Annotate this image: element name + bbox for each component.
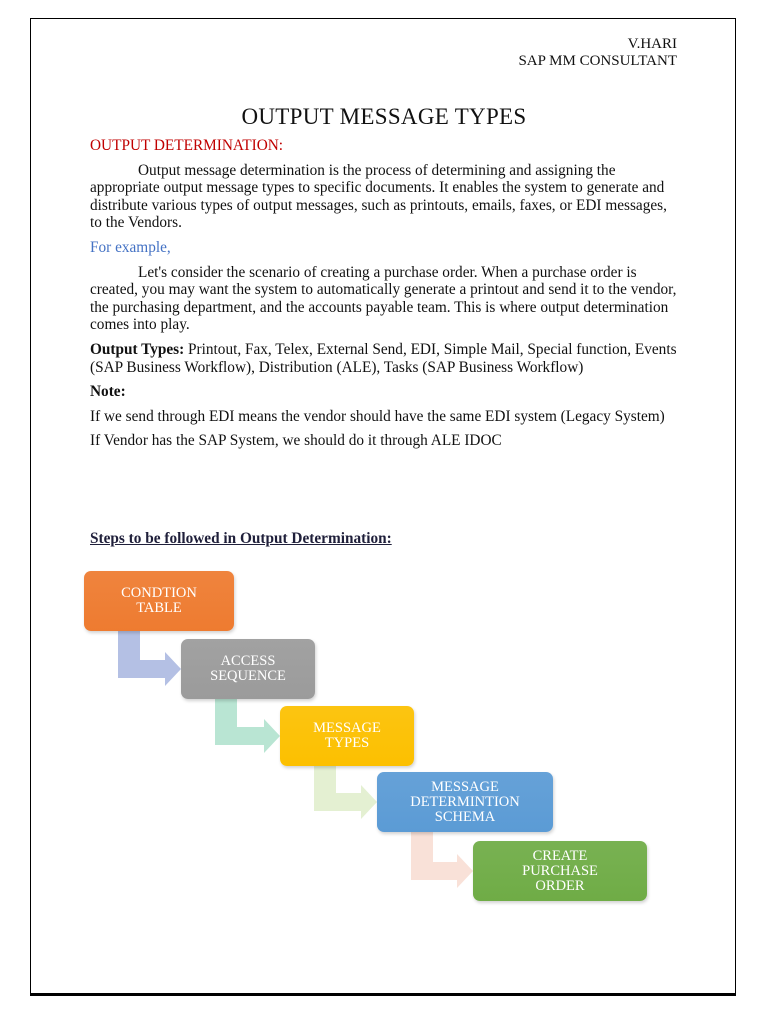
step-label-line: PURCHASE — [522, 862, 598, 879]
step-label-line: ACCESS — [220, 653, 276, 669]
step-message-determination-schema — [377, 772, 553, 832]
output-types-text: Printout, Fax, Telex, External Send, EDI, Simple Mail, Special function, Events (SAP Business Workflow), Distribution (ALE), Tasks (SAP Business Workflow) — [90, 340, 677, 376]
author-header — [518, 36, 677, 70]
author-name: V.HARI — [627, 36, 677, 52]
example-paragraph: Let's consider the scenario of creating a purchase order. When a purchase order is created, you may want the system to automatically generate a printout and send it to the vendor, the purchasing department, and the accounts payable team. This is where output determination comes into play. — [90, 263, 677, 334]
step-condition-table — [84, 571, 234, 631]
document-body — [90, 137, 678, 457]
note-label: Note: — [90, 383, 126, 401]
note-line-2: If Vendor has the SAP System, we should do it through ALE IDOC — [90, 432, 502, 450]
step-message-types — [280, 706, 414, 766]
step-label-line: MESSAGE — [431, 778, 499, 795]
step-label-line: SCHEMA — [434, 808, 496, 825]
intro-paragraph: Output message determination is the process of determining and assigning the appropriate output message types to specific documents. It enables the system to generate and distribute various types of output messages, such as printouts, emails, faxes, or EDI messages, to the Vendors. — [90, 161, 667, 232]
step-label-line: MESSAGE — [313, 720, 381, 736]
step-label-line: CREATE — [532, 847, 588, 864]
step-label-line: TYPES — [324, 735, 370, 751]
step-label-line: TABLE — [136, 600, 182, 616]
document-title: OUTPUT MESSAGE TYPES — [241, 104, 527, 129]
output-types-paragraph — [90, 341, 678, 376]
step-label-line: DETERMINTION — [410, 793, 520, 810]
output-types-label: Output Types: — [90, 340, 185, 358]
example-label: For example, — [90, 238, 171, 256]
step-label-line: CONDTION — [121, 585, 197, 601]
note-line-1: If we send through EDI means the vendor should have the same EDI system (Legacy System) — [90, 407, 665, 425]
step-label-line: ORDER — [535, 877, 585, 894]
steps-heading: Steps to be followed in Output Determination: — [90, 530, 392, 547]
author-role: SAP MM CONSULTANT — [518, 53, 677, 69]
step-label-line: SEQUENCE — [210, 668, 286, 684]
step-access-sequence — [181, 639, 315, 699]
section-heading: OUTPUT DETERMINATION: — [90, 137, 284, 154]
step-create-purchase-order — [473, 841, 647, 901]
